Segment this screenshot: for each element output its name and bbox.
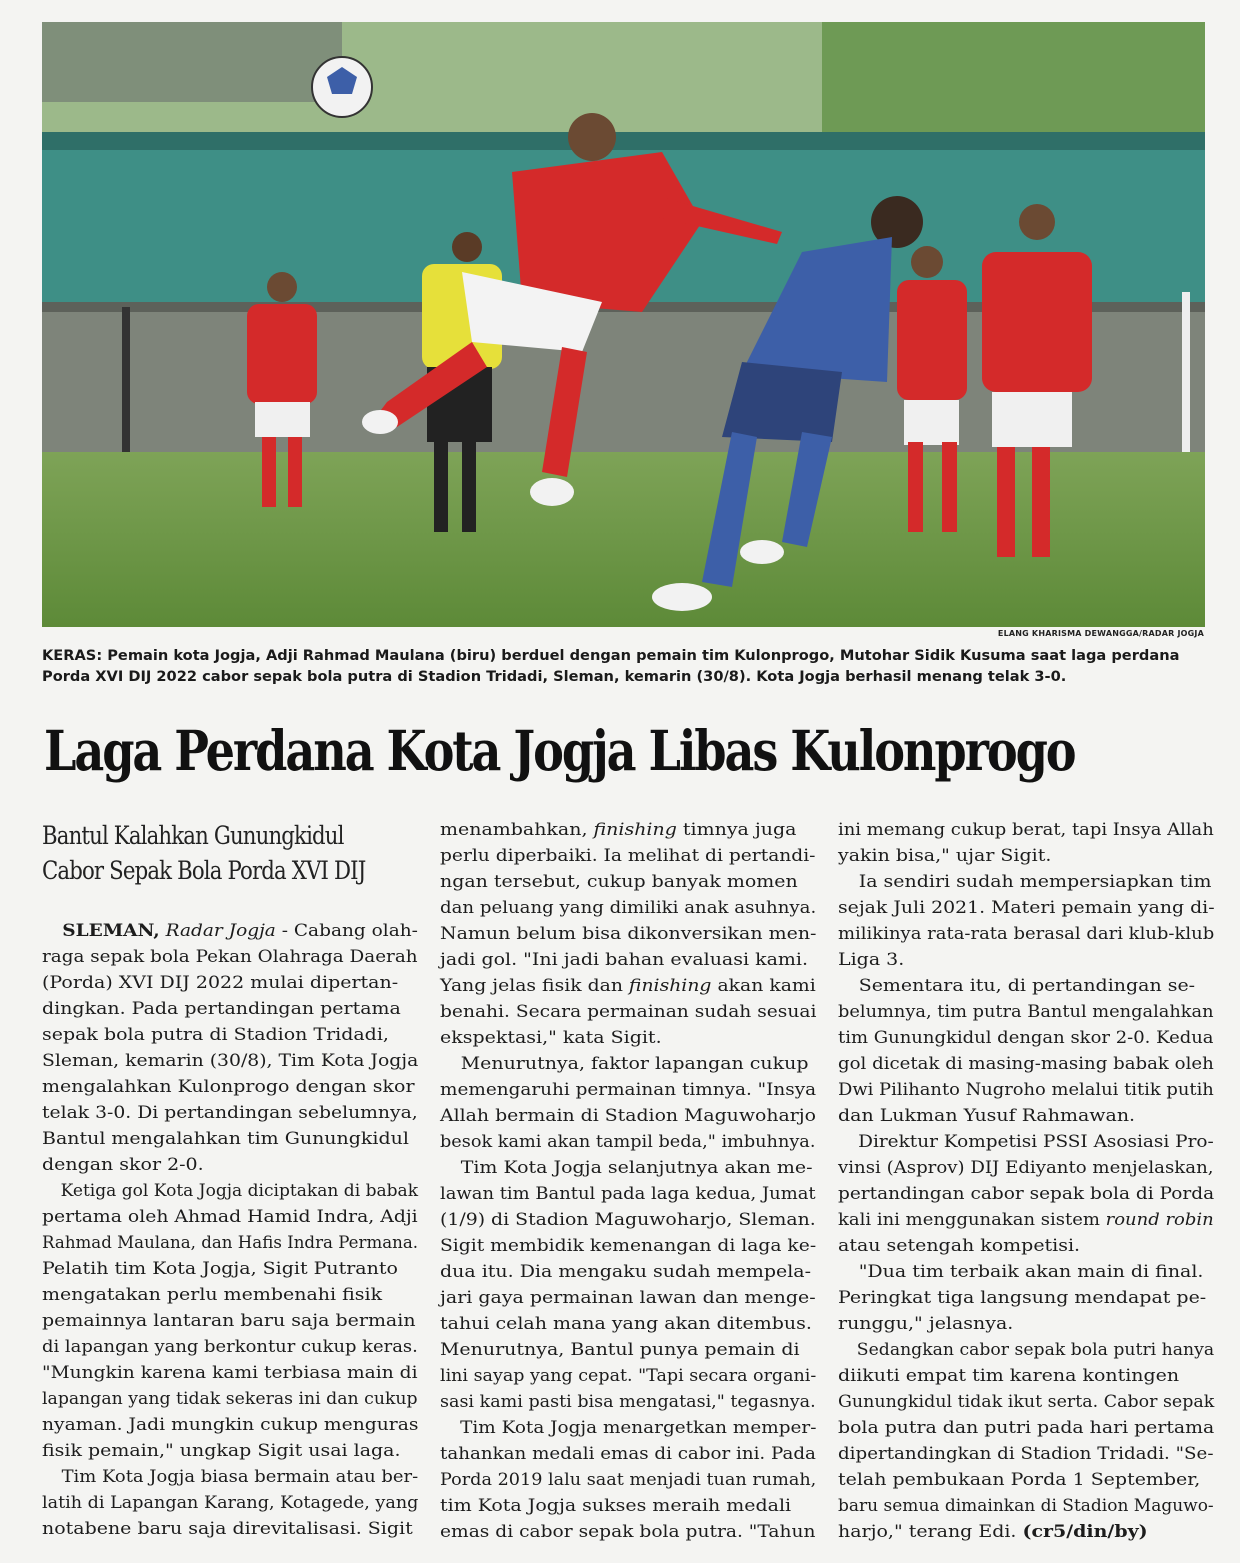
body-line: di lapangan yang berkontur cukup keras. xyxy=(42,1337,418,1356)
body-line: dipertandingkan di Stadion Tridadi. "Se- xyxy=(838,1444,1214,1463)
italic-term: round robin xyxy=(1105,1210,1214,1229)
body-line: jari gaya permainan lawan dan menge- xyxy=(440,1288,816,1307)
body-line: memengaruhi permainan timnya. "Insya xyxy=(440,1080,817,1099)
body-line: Ia sendiri sudah mempersiapkan tim xyxy=(858,872,1212,891)
body-line: tahankan medali emas di cabor ini. Pada xyxy=(440,1444,816,1463)
article-column-1 xyxy=(42,918,418,1542)
body-line: sejak Juli 2021. Materi pemain yang di- xyxy=(838,898,1215,917)
body-line: latih di Lapangan Karang, Kotagede, yang xyxy=(42,1493,419,1512)
subheadline xyxy=(42,818,365,888)
body-line: Pelatih tim Kota Jogja, Sigit Putranto xyxy=(42,1259,398,1278)
body-line: Gunungkidul tidak ikut serta. Cabor sepak xyxy=(838,1392,1215,1411)
body-line: Sigit membidik kemenangan di laga ke- xyxy=(440,1236,817,1255)
body-line: Peringkat tiga langsung mendapat pe- xyxy=(838,1288,1207,1307)
body-line: gol dicetak di masing-masing babak oleh xyxy=(838,1054,1214,1073)
body-line: dan Lukman Yusuf Rahmawan. xyxy=(838,1106,1136,1125)
body-line: dingkan. Pada pertandingan pertama xyxy=(42,999,401,1018)
body-line: yakin bisa," ujar Sigit. xyxy=(838,846,1052,865)
body-line: tim Kota Jogja sukses meraih medali xyxy=(440,1496,792,1515)
article-column-2 xyxy=(440,817,816,1545)
article-column-3 xyxy=(838,817,1214,1545)
dateline-source: Radar Jogja xyxy=(165,921,276,940)
body-line: jadi gol. "Ini jadi bahan evaluasi kami. xyxy=(440,950,808,969)
body-line: Tim Kota Jogja selanjutnya akan me- xyxy=(460,1158,813,1177)
body-line: SLEMAN, Radar Jogja - Cabang olah- xyxy=(62,921,418,940)
body-line: benahi. Secara permainan sudah sesuai xyxy=(440,1002,817,1021)
pitch-grass xyxy=(42,452,1205,627)
body-line: kali ini menggunakan sistem round robin xyxy=(838,1210,1214,1229)
body-line: dengan skor 2-0. xyxy=(42,1155,204,1174)
body-line: sepak bola putra di Stadion Tridadi, xyxy=(42,1025,389,1044)
italic-term: finishing xyxy=(628,976,712,995)
football-match-photo xyxy=(42,22,1205,627)
article-photo xyxy=(42,22,1205,627)
body-line: menambahkan, finishing timnya juga xyxy=(440,820,797,839)
body-line: ngan tersebut, cukup banyak momen xyxy=(440,872,798,891)
body-line: Tim Kota Jogja menargetkan memper- xyxy=(460,1418,817,1437)
body-line: tim Gunungkidul dengan skor 2-0. Kedua xyxy=(838,1028,1214,1047)
body-line: (1/9) di Stadion Maguwoharjo, Sleman. xyxy=(440,1210,816,1229)
body-line: nyaman. Jadi mungkin cukup menguras xyxy=(42,1415,419,1434)
body-line: Sedangkan cabor sepak bola putri hanya xyxy=(856,1340,1215,1359)
photo-caption: KERAS: Pemain kota Jogja, Adji Rahmad Maulana (biru) berduel dengan pemain tim Kulonprogo, Mutohar Sidik Kusuma saat laga perdana Porda XVI DIJ 2022 cabor sepak bola putra di Stadion Tridadi, Sleman, kemarin (30/8). Kota Jogja berhasil menang telak 3-0. xyxy=(42,647,1180,685)
body-line: pertandingan cabor sepak bola di Porda xyxy=(838,1184,1215,1203)
headline: Laga Perdana Kota Jogja Libas Kulonprogo xyxy=(44,718,1075,783)
body-line: raga sepak bola Pekan Olahraga Daerah xyxy=(42,947,418,966)
body-line: lapangan yang tidak sekeras ini dan cukup xyxy=(42,1389,418,1408)
body-line: Dwi Pilihanto Nugroho melalui titik putih xyxy=(838,1080,1214,1099)
body-line: lawan tim Bantul pada laga kedua, Jumat xyxy=(440,1184,816,1203)
body-line: bola putra dan putri pada hari pertama xyxy=(838,1418,1215,1437)
dateline-place: SLEMAN, xyxy=(62,921,160,940)
body-line: sasi kami pasti bisa mengatasi," tegasnya. xyxy=(440,1392,816,1411)
body-line: notabene baru saja direvitalisasi. Sigit xyxy=(42,1519,413,1538)
subheadline-line: Bantul Kalahkan Gunungkidul xyxy=(42,821,344,850)
signoff: (cr5/din/by) xyxy=(1022,1522,1148,1541)
body-line: (Porda) XVI DIJ 2022 mulai dipertan- xyxy=(42,973,399,992)
body-line: telak 3-0. Di pertandingan sebelumnya, xyxy=(42,1103,418,1122)
body-line: vinsi (Asprov) DIJ Ediyanto menjelaskan, xyxy=(838,1158,1214,1177)
body-line: Menurutnya, Bantul punya pemain di xyxy=(440,1340,800,1359)
body-line: Menurutnya, faktor lapangan cukup xyxy=(460,1054,809,1073)
body-line: telah pembukaan Porda 1 September, xyxy=(838,1470,1201,1489)
body-line: Allah bermain di Stadion Maguwoharjo xyxy=(440,1106,816,1125)
body-line: harjo," terang Edi. (cr5/din/by) xyxy=(838,1522,1148,1541)
body-line: mengalahkan Kulonprogo dengan skor xyxy=(42,1077,415,1096)
photo-credit: ELANG KHARISMA DEWANGGA/RADAR JOGJA xyxy=(997,629,1204,638)
body-line: Tim Kota Jogja biasa bermain atau ber- xyxy=(61,1467,419,1486)
subheadline-line: Cabor Sepak Bola Porda XVI DIJ xyxy=(42,856,366,885)
body-line: tahui celah mana yang akan ditembus. xyxy=(440,1314,812,1333)
body-line: belumnya, tim putra Bantul mengalahkan xyxy=(838,1002,1214,1021)
body-line: ekspektasi," kata Sigit. xyxy=(440,1028,662,1047)
body-line: Yang jelas fisik dan finishing akan kami xyxy=(440,976,816,995)
body-line: Sleman, kemarin (30/8), Tim Kota Jogja xyxy=(42,1051,419,1070)
body-line: atau setengah kompetisi. xyxy=(838,1236,1081,1255)
body-line: pemainnya lantaran baru saja bermain xyxy=(42,1311,416,1330)
body-line: milikinya rata-rata berasal dari klub-klub xyxy=(838,924,1215,943)
body-line: Ketiga gol Kota Jogja diciptakan di babak xyxy=(60,1181,419,1200)
body-line: mengatakan perlu membenahi fisik xyxy=(42,1285,383,1304)
body-line: besok kami akan tampil beda," imbuhnya. xyxy=(440,1132,816,1151)
body-line: Direktur Kompetisi PSSI Asosiasi Pro- xyxy=(858,1132,1214,1151)
body-line: diikuti empat tim karena kontingen xyxy=(838,1366,1180,1385)
body-line: Namun belum bisa dikonversikan men- xyxy=(440,924,817,943)
body-line: Bantul mengalahkan tim Gunungkidul xyxy=(42,1129,409,1148)
body-line: fisik pemain," ungkap Sigit usai laga. xyxy=(42,1441,401,1460)
body-line: Rahmad Maulana, dan Hafis Indra Permana. xyxy=(42,1233,419,1252)
body-line: emas di cabor sepak bola putra. "Tahun xyxy=(440,1522,816,1541)
body-line: ini memang cukup berat, tapi Insya Allah xyxy=(838,820,1214,839)
body-line: Liga 3. xyxy=(838,950,905,969)
body-line: Porda 2019 lalu saat menjadi tuan rumah, xyxy=(440,1470,817,1489)
body-line: baru semua dimainkan di Stadion Maguwo- xyxy=(838,1496,1214,1515)
body-line: Sementara itu, di pertandingan se- xyxy=(858,976,1196,995)
body-line: lini sayap yang cepat. "Tapi secara organi- xyxy=(440,1366,817,1385)
body-line: dan peluang yang dimiliki anak asuhnya. xyxy=(440,898,817,917)
body-line: pertama oleh Ahmad Hamid Indra, Adji xyxy=(42,1207,418,1226)
body-line: runggu," jelasnya. xyxy=(838,1314,1014,1333)
body-line: "Dua tim terbaik akan main di final. xyxy=(858,1262,1204,1281)
body-line: "Mungkin karena kami terbiasa main di xyxy=(42,1363,418,1382)
body-line: perlu diperbaiki. Ia melihat di pertandi- xyxy=(440,846,816,865)
body-line: dua itu. Dia mengaku sudah mempela- xyxy=(440,1262,812,1281)
italic-term: finishing xyxy=(593,820,677,839)
